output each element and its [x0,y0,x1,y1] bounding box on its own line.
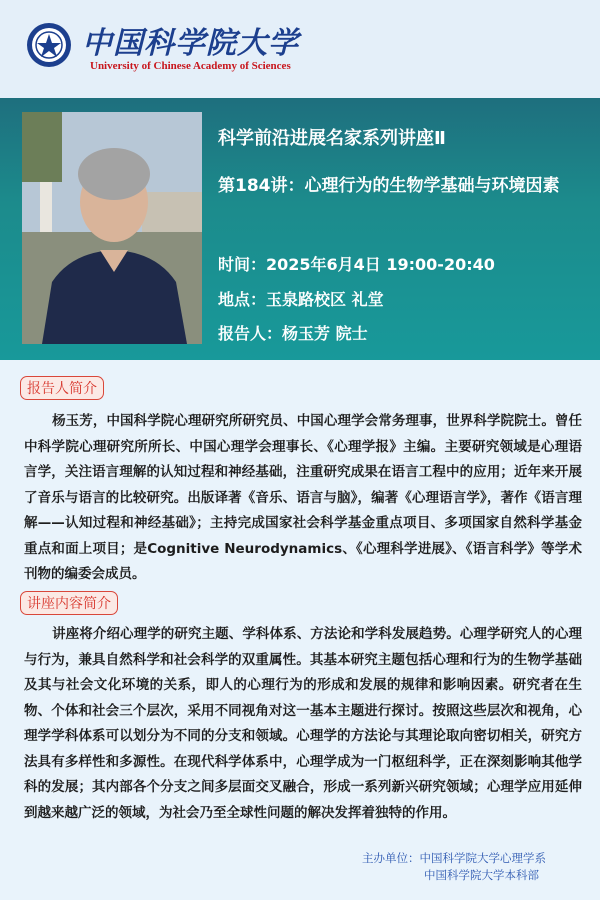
speaker-intro-heading: 报告人简介 [20,376,104,400]
organizer-line-1: 主办单位：中国科学院大学心理学系 [362,851,546,865]
lecture-title: 第184讲：心理行为的生物学基础与环境因素 [218,176,560,196]
speaker-photo [22,112,202,344]
lecture-intro-heading: 讲座内容简介 [20,591,118,615]
lecture-location: 地点：玉泉路校区 礼堂 [218,290,384,309]
lecture-banner [0,98,600,360]
organizer-line-2: 中国科学院大学本科部 [424,868,539,882]
speaker-intro-text: 杨玉芳，中国科学院心理研究所研究员、中国心理学会常务理事，世界科学院院士。曾任中科学院心理研究所所长、中国心理学会理事长、《心理学报》主编。主要研究领域是心理语言学，关注语言理解的认知过程和神经基础，注重研究成果在语言工程中的应用；近年来开展了音乐与语言的比较研究。出版译著《音乐、语言与脑》，编著《心理语言学》，著作《语言理解——认知过程和神经基础》；主持完成国家社会科学基金重点项目、多项国家自然科学基金重点和面上项目；是Cognitive Neurodynamics、《心理科学进展》、《语言科学》等学术刊物的编委会成员。 [24,413,582,582]
lecture-intro-text: 讲座将介绍心理学的研究主题、学科体系、方法论和学科发展趋势。心理学研究人的心理与行为，兼具自然科学和社会科学的双重属性。其基本研究主题包括心理和行为的生物学基础及其与社会文化环境的关系，即人的心理行为的形成和发展的规律和影响因素。研究者在生物、个体和社会三个层次，采用不同视角对这一基本主题进行探讨。按照这些层次和视角，心理学学科体系可以划分为不同的分支和领域。心理学的方法论与其理论取向密切相关，研究方法具有多样性和多源性。在现代科学体系中，心理学成为一门枢纽科学，正在深刻影响其他学科的发展；其内部各个分支之间多层面交叉融合，形成一系列新兴研究领域；心理学应用延伸到越来越广泛的领域，为社会乃至全球性问题的解决发挥着独特的作用。 [24,626,582,821]
ucas-emblem-icon [26,22,72,68]
organizer-info [362,850,546,884]
lecture-speaker: 报告人：杨玉芳 院士 [218,324,368,343]
logo-chinese-name: 中国科学院大学 [82,26,299,61]
series-title: 科学前沿进展名家系列讲座Ⅱ [218,128,446,149]
header [0,0,600,98]
lecture-time: 时间：2025年6月4日 19:00-20:40 [218,255,495,274]
logo-english-name: University of Chinese Academy of Sciences [90,60,291,72]
